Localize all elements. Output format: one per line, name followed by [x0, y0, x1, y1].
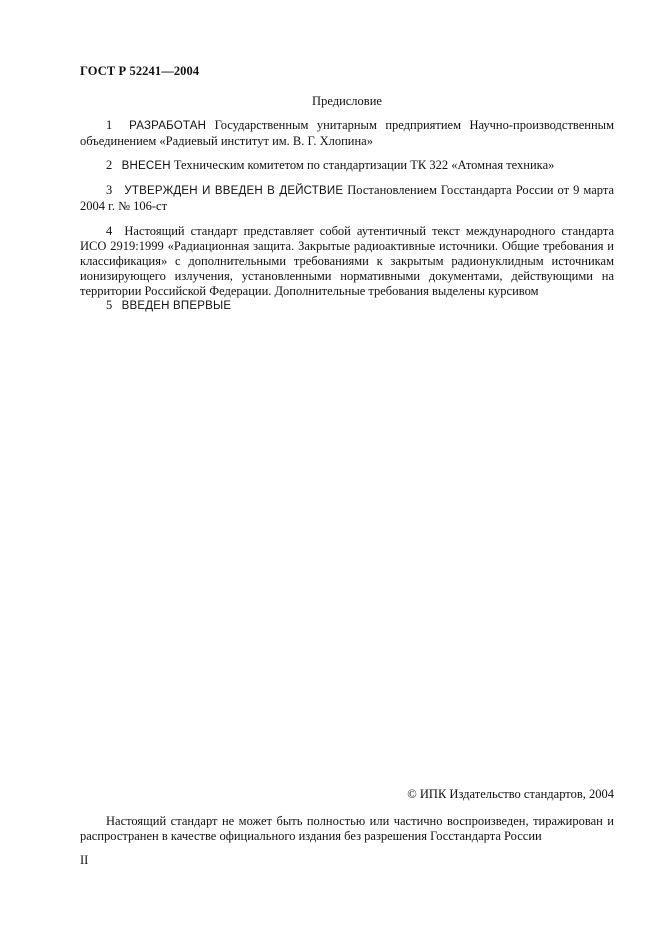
reproduction-notice: Настоящий стандарт не может быть полностью или частично воспроизведен, тиражирован и распространен в качестве официального издания без разрешения Госстандарта России [80, 814, 614, 843]
item-number: 1 [106, 118, 113, 132]
item-text: Техническим комитетом по стандартизации ТК 322 «Атомная техника» [173, 158, 555, 172]
item-text: Настоящий стандарт представляет собой аутентичный текст международного стандарта ИСО 2919:1999 «Радиационная защита. Закрытые радиоактивные источники. Общие требования и классификация» с дополнительными требованиями к закрытым радионуклидным источникам ионизирующего излучения, установленными нормативными документами, действующими на территории Российской Федерации. Дополнительные требования выделены курсивом [80, 224, 615, 298]
copyright-line: © ИПК Издательство стандартов, 2004 [407, 787, 614, 801]
item-number: 5 [106, 298, 113, 312]
foreword-item-5 [80, 298, 614, 314]
item-lead: УТВЕРЖДЕН И ВВЕДЕН В ДЕЙСТВИЕ [124, 185, 344, 197]
item-lead: ВНЕСЕН [121, 160, 171, 172]
item-number: 2 [106, 158, 113, 172]
foreword-title: Предисловие [312, 94, 382, 108]
foreword-item-1 [80, 118, 614, 149]
foreword-item-4 [80, 224, 614, 299]
item-number: 3 [106, 183, 113, 197]
item-text: Постановлением Госстандарта России от 9 марта 2004 г. № 106-ст [80, 183, 614, 213]
standard-code: ГОСТ Р 52241—2004 [80, 64, 200, 78]
item-text: Государственным унитарным предприятием Научно-производственным объединением «Радиевый институт им. В. Г. Хлопина» [80, 118, 614, 148]
item-lead: ВВЕДЕН ВПЕРВЫЕ [121, 300, 232, 312]
foreword-item-3 [80, 183, 614, 214]
page-number: II [80, 853, 89, 867]
item-lead: РАЗРАБОТАН [129, 120, 207, 132]
foreword-item-2 [80, 158, 614, 174]
item-number: 4 [106, 224, 113, 238]
